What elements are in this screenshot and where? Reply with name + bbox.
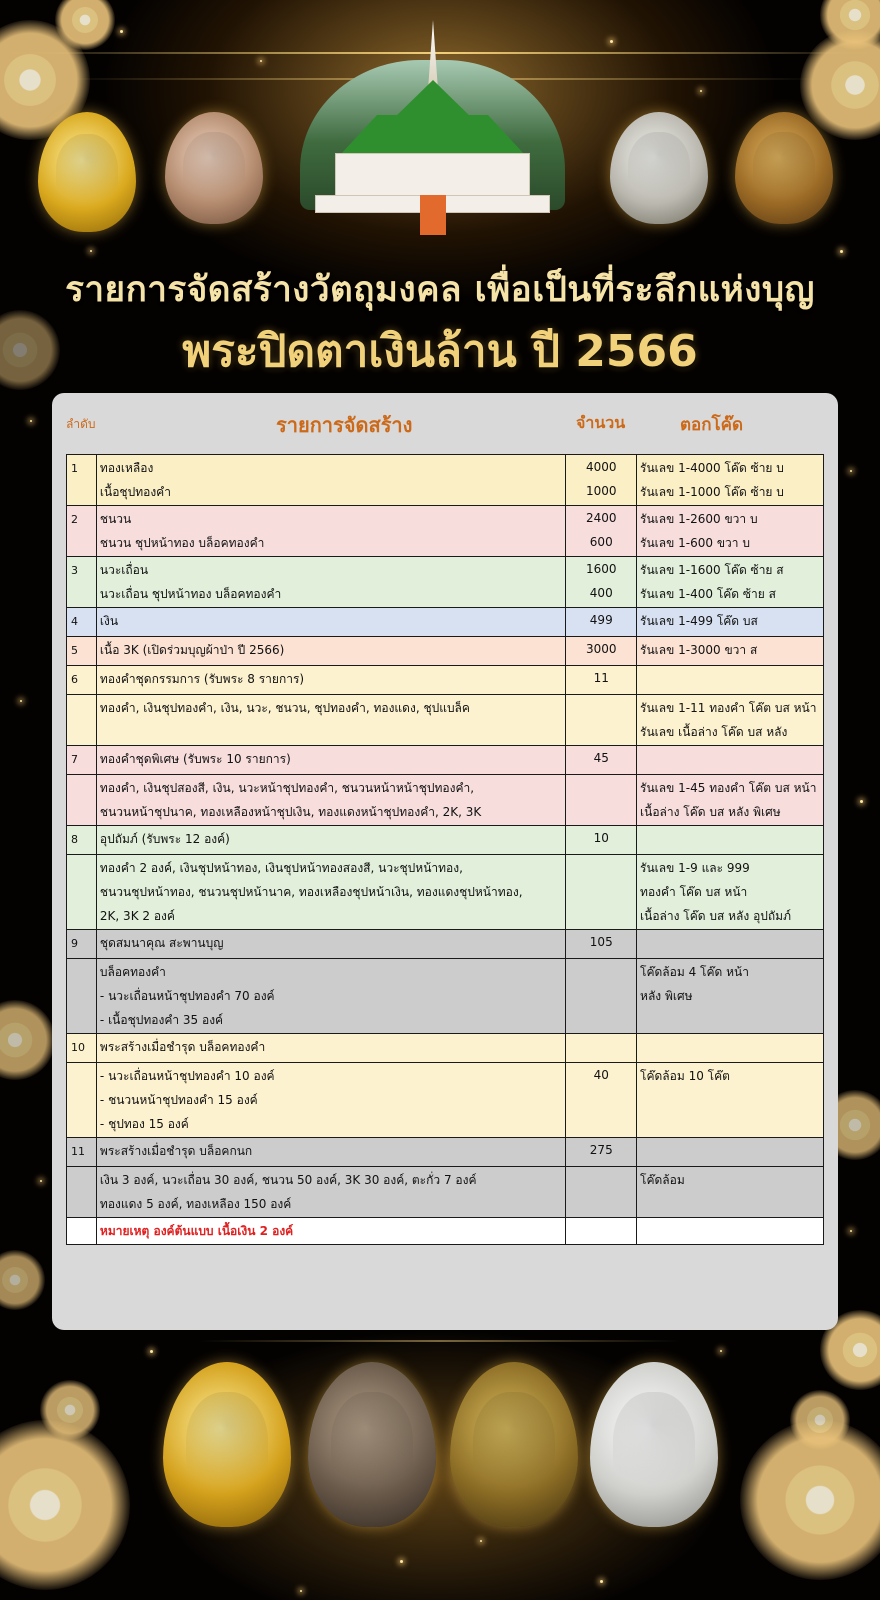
item-cell-text: อุปถัมภ์ (รับพระ 12 องค์): [99, 832, 230, 846]
item-cell: [96, 855, 566, 930]
qty-cell: [566, 1218, 637, 1245]
sparkle-icon: [300, 1590, 302, 1592]
qty-cell: [566, 695, 637, 746]
sparkle-icon: [600, 1580, 603, 1583]
item-cell-text: บล็อคทองคำ: [99, 965, 166, 979]
code-cell-text: รันเลข 1-1600 โค๊ด ซ้าย ส: [640, 563, 784, 577]
qty-cell-text: 1600: [585, 562, 617, 576]
qty-cell-text: 45: [593, 751, 609, 765]
temple-stairs: [420, 195, 446, 235]
sparkle-icon: [850, 470, 852, 472]
sparkle-icon: [30, 420, 32, 422]
item-cell-text: พระสร้างเมื่อชำรุด บล็อคกนก: [99, 1144, 253, 1158]
row-number: [67, 959, 97, 1034]
sparkle-icon: [610, 40, 613, 43]
code-cell: [637, 1063, 824, 1138]
code-cell-text: รันเลข 1-2600 ขวา บ: [640, 512, 758, 526]
row-number: 7: [67, 746, 97, 775]
row-number: 6: [67, 666, 97, 695]
row-number: 3: [67, 557, 97, 608]
qty-cell-text: 4000: [585, 460, 617, 474]
code-cell-text: โค๊ดล้อม 10 โค๊ต: [640, 1069, 730, 1083]
column-header-no: ลำดับ: [66, 417, 96, 431]
item-cell-text: - เนื้อชุปทองคำ 35 องค์: [99, 1013, 224, 1027]
code-cell: [637, 826, 824, 855]
code-cell-text: รันเลข เนื้อล่าง โค๊ด บส หลัง: [640, 725, 788, 739]
code-cell-text: รันเลข 1-11 ทองคำ โค๊ต บส หน้า: [640, 701, 817, 715]
table-row: [67, 826, 824, 855]
code-cell-text: รันเลข 1-400 โค๊ด ซ้าย ส: [640, 587, 776, 601]
item-cell: [96, 506, 566, 557]
flower-icon: [40, 1380, 100, 1440]
item-cell-text: ทองคำ, เงินชุปสองสี, เงิน, นวะหน้าชุปทองคำ, ชนวนหน้าหน้าชุปทองคำ,: [99, 781, 475, 795]
table-row: [67, 1063, 824, 1138]
table-row: [67, 855, 824, 930]
qty-cell: [566, 775, 637, 826]
light-streak: [200, 1340, 680, 1342]
code-cell: [637, 608, 824, 637]
qty-cell-text: 105: [589, 935, 613, 949]
code-cell: [637, 1138, 824, 1167]
qty-cell: [566, 608, 637, 637]
table-row: [67, 959, 824, 1034]
note-row: [67, 1218, 824, 1245]
code-cell: [637, 775, 824, 826]
row-number: 2: [67, 506, 97, 557]
item-cell-text: ชนวน ชุปหน้าทอง บล็อคทองคำ: [99, 536, 265, 550]
item-cell-text: ชนวนชุปหน้าทอง, ชนวนชุปหน้านาค, ทองเหลืองชุปหน้าเงิน, ทองแดงชุปหน้าทอง,: [99, 885, 523, 899]
table-row: [67, 506, 824, 557]
code-cell: [637, 1218, 824, 1245]
qty-cell: [566, 666, 637, 695]
row-number: 8: [67, 826, 97, 855]
code-cell-text: โค๊ดล้อม: [640, 1173, 685, 1187]
qty-cell: [566, 1138, 637, 1167]
row-number: 5: [67, 637, 97, 666]
sparkle-icon: [400, 1560, 403, 1563]
table-row: [67, 930, 824, 959]
qty-cell: [566, 826, 637, 855]
item-cell-text: เงิน 3 องค์, นวะเถื่อน 30 องค์, ชนวน 50 องค์, 3K 30 องค์, ตะกั่ว 7 องค์: [99, 1173, 477, 1187]
code-cell-text: รันเลข 1-499 โค๊ด บส: [640, 614, 758, 628]
qty-cell: [566, 746, 637, 775]
code-cell: [637, 695, 824, 746]
row-number: [67, 775, 97, 826]
qty-cell: [566, 1063, 637, 1138]
row-number: 1: [67, 455, 97, 506]
sparkle-icon: [850, 1230, 852, 1232]
table-row: [67, 695, 824, 746]
qty-cell-text: 499: [589, 613, 613, 627]
item-cell: [96, 557, 566, 608]
item-cell-text: ชุดสมนาคุณ สะพานบุญ: [99, 936, 224, 950]
qty-cell-text: 275: [589, 1143, 613, 1157]
item-cell-text: ทองคำ 2 องค์, เงินชุปหน้าทอง, เงินชุปหน้าทองสองสี, นวะชุปหน้าทอง,: [99, 861, 463, 875]
row-number: 9: [67, 930, 97, 959]
code-cell-text: รันเลข 1-3000 ขวา ส: [640, 643, 758, 657]
item-cell: [96, 1167, 566, 1218]
item-cell-text: - นวะเถื่อนหน้าชุปทองคำ 70 องค์: [99, 989, 275, 1003]
sparkle-icon: [720, 1350, 722, 1352]
page-subtitle: พระปิดตาเงินล้าน ปี 2566: [182, 326, 698, 377]
flower-icon: [790, 1390, 850, 1450]
item-cell: [96, 775, 566, 826]
row-number: [67, 1218, 97, 1245]
sparkle-icon: [700, 90, 702, 92]
row-number: [67, 1167, 97, 1218]
code-cell-text: หลัง พิเศษ: [640, 989, 693, 1003]
code-cell-text: เนื้อล่าง โค๊ด บส หลัง พิเศษ: [640, 805, 781, 819]
item-cell: [96, 930, 566, 959]
item-cell: [96, 608, 566, 637]
table-row: [67, 608, 824, 637]
item-cell: [96, 746, 566, 775]
item-cell-text: - นวะเถื่อนหน้าชุปทองคำ 10 องค์: [99, 1069, 275, 1083]
code-cell: [637, 557, 824, 608]
sparkle-icon: [120, 30, 123, 33]
qty-cell-text: 11: [593, 671, 609, 685]
row-number: 4: [67, 608, 97, 637]
row-number: [67, 1063, 97, 1138]
item-cell: [96, 1034, 566, 1063]
page-title: รายการจัดสร้างวัตถุมงคล เพื่อเป็นที่ระลึกแห่งบุญ: [65, 270, 815, 310]
code-cell: [637, 746, 824, 775]
sparkle-icon: [860, 800, 863, 803]
column-header-qty: จำนวน: [576, 413, 626, 432]
temple-spire: [428, 20, 438, 90]
qty-cell-text: 40: [593, 1068, 609, 1082]
item-cell-text: ทองแดง 5 องค์, ทองเหลือง 150 องค์: [99, 1197, 292, 1211]
table-row: [67, 455, 824, 506]
qty-cell: [566, 855, 637, 930]
qty-cell-text: 600: [589, 535, 613, 549]
table-row: [67, 1167, 824, 1218]
code-cell: [637, 1034, 824, 1063]
item-cell: [96, 1138, 566, 1167]
qty-cell: [566, 506, 637, 557]
item-cell-text: พระสร้างเมื่อชำรุด บล็อคทองคำ: [99, 1040, 266, 1054]
item-cell: [96, 695, 566, 746]
code-cell: [637, 637, 824, 666]
row-number: 10: [67, 1034, 97, 1063]
item-cell-text: นวะเถื่อน ชุปหน้าทอง บล็อคทองคำ: [99, 587, 282, 601]
code-cell: [637, 959, 824, 1034]
item-cell-text: ชนวนหน้าชุปนาค, ทองเหลืองหน้าชุปเงิน, ทองแดงหน้าชุปทองคำ, 2K, 3K: [99, 805, 482, 819]
item-cell: [96, 1063, 566, 1138]
sparkle-icon: [480, 1540, 482, 1542]
item-cell: [96, 637, 566, 666]
qty-cell-text: 2400: [585, 511, 617, 525]
code-cell-text: รันเลข 1-9 และ 999: [640, 861, 750, 875]
item-cell-text: 2K, 3K 2 องค์: [99, 909, 175, 923]
code-cell: [637, 455, 824, 506]
sparkle-icon: [840, 250, 843, 253]
list-panel: [52, 393, 838, 1330]
table-row: [67, 557, 824, 608]
item-cell-text: เนื้อ 3K (เปิดร่วมบุญผ้าป่า ปี 2566): [99, 643, 285, 657]
table-row: [67, 1138, 824, 1167]
column-header-code: ตอกโค๊ด: [680, 415, 744, 435]
table-row: [67, 637, 824, 666]
code-cell: [637, 666, 824, 695]
code-cell-text: รันเลข 1-45 ทองคำ โค๊ต บส หน้า: [640, 781, 817, 795]
code-cell-text: รันเลข 1-600 ขวา บ: [640, 536, 750, 550]
table-row: [67, 1034, 824, 1063]
table-row: [67, 666, 824, 695]
code-cell-text: ทองคำ โค๊ด บส หน้า: [640, 885, 748, 899]
item-cell-text: ทองเหลือง: [99, 461, 154, 475]
item-cell: [96, 959, 566, 1034]
column-header-item: รายการจัดสร้าง: [276, 413, 413, 437]
code-cell: [637, 1167, 824, 1218]
row-number: 11: [67, 1138, 97, 1167]
qty-cell: [566, 930, 637, 959]
code-cell-text: รันเลข 1-4000 โค๊ด ซ้าย บ: [640, 461, 784, 475]
code-cell-text: โค๊ดล้อม 4 โค๊ด หน้า: [640, 965, 749, 979]
note-text: หมายเหตุ องค์ต้นแบบ เนื้อเงิน 2 องค์: [99, 1224, 294, 1238]
sparkle-icon: [150, 1350, 153, 1353]
row-number: [67, 695, 97, 746]
qty-cell: [566, 1167, 637, 1218]
table-row: [67, 746, 824, 775]
item-cell-text: นวะเถื่อน: [99, 563, 149, 577]
code-cell-text: รันเลข 1-1000 โค๊ด ซ้าย บ: [640, 485, 784, 499]
sparkle-icon: [20, 700, 22, 702]
item-cell-text: - ชนวนหน้าชุปทองคำ 15 องค์: [99, 1093, 258, 1107]
row-number: [67, 855, 97, 930]
item-cell-text: เนื้อชุปทองคำ: [99, 485, 171, 499]
item-cell: [96, 455, 566, 506]
item-cell-text: ทองคำชุดกรรมการ (รับพระ 8 รายการ): [99, 672, 305, 686]
qty-cell-text: 1000: [585, 484, 617, 498]
code-cell: [637, 930, 824, 959]
code-cell: [637, 506, 824, 557]
item-cell-text: ทองคำ, เงินชุปทองคำ, เงิน, นวะ, ชนวน, ชุปทองคำ, ทองแดง, ชุปแบล็ค: [99, 701, 470, 715]
qty-cell: [566, 455, 637, 506]
sparkle-icon: [40, 1180, 42, 1182]
qty-cell: [566, 557, 637, 608]
item-cell-text: - ชุปทอง 15 องค์: [99, 1117, 189, 1131]
qty-cell: [566, 1034, 637, 1063]
qty-cell-text: 3000: [585, 642, 617, 656]
temple-image: [300, 20, 565, 235]
qty-cell-text: 10: [593, 831, 609, 845]
item-cell-text: ทองคำชุดพิเศษ (รับพระ 10 รายการ): [99, 752, 291, 766]
code-cell: [637, 855, 824, 930]
item-cell: [96, 666, 566, 695]
item-cell: [96, 826, 566, 855]
item-cell-text: ชนวน: [99, 512, 132, 526]
sparkle-icon: [260, 60, 262, 62]
qty-cell: [566, 959, 637, 1034]
code-cell-text: เนื้อล่าง โค๊ด บส หลัง อุปถัมภ์: [640, 909, 791, 923]
item-table: [66, 454, 824, 1245]
note-cell: [96, 1218, 566, 1245]
sparkle-icon: [90, 250, 92, 252]
qty-cell: [566, 637, 637, 666]
qty-cell-text: 400: [589, 586, 613, 600]
item-cell-text: เงิน: [99, 614, 119, 628]
table-row: [67, 775, 824, 826]
